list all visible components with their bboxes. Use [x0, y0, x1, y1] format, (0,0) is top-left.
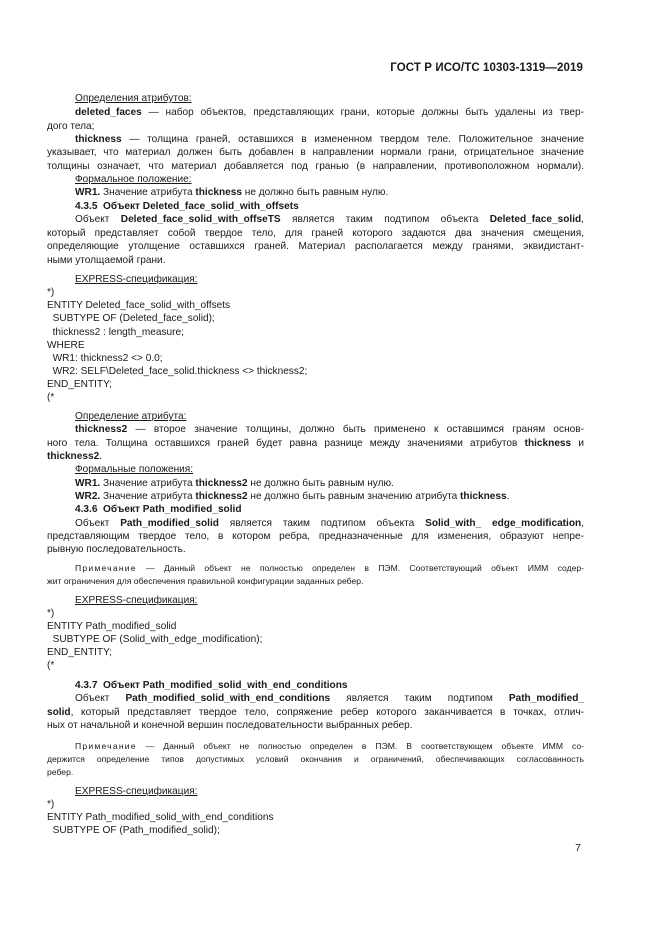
text-run: Значение атрибута [100, 187, 196, 198]
text-run: Значение атрибута [100, 478, 196, 489]
text-line [75, 106, 584, 119]
text-run: (* [47, 392, 55, 403]
code-line [47, 326, 184, 339]
text-run: является таким подтипом объекта [280, 214, 490, 225]
note-label: Примечание [75, 741, 137, 751]
text-run: ными утолщаемой грани. [47, 255, 166, 266]
text-line [47, 240, 584, 253]
bold-term: thickness [75, 134, 122, 145]
text-run: , [581, 518, 584, 529]
text-run: держится определение типов допустимых условий окончания и ограничений, обеспечивающих согласованность [47, 754, 584, 764]
bold-term: Deleted_face_solid [489, 214, 582, 225]
text-run: thickness2 : length_measure; [47, 327, 184, 338]
text-run: SUBTYPE OF (Path_modified_solid); [47, 825, 220, 836]
text-run: Объект [75, 693, 126, 704]
text-run: является таким подтипом [330, 693, 509, 704]
text-run: END_ENTITY; [47, 379, 112, 390]
text-run: WR1: thickness2 <> 0.0; [47, 353, 163, 364]
section-heading-4-3-6 [75, 503, 242, 516]
code-line [47, 339, 85, 352]
bold-term: 4.3.6 Объект Path_modified_solid [75, 504, 242, 515]
text-line [75, 213, 584, 226]
page-number: 7 [575, 842, 581, 854]
text-line [47, 254, 166, 267]
text-line [47, 719, 413, 732]
note-line [75, 740, 584, 753]
text-line [47, 530, 584, 543]
text-run: *) [47, 608, 55, 619]
text-run: представляющим твердое тело, в котором ребра, предназначенные для изменения, образуют непре- [47, 531, 584, 542]
code-line [47, 312, 215, 325]
code-line [47, 391, 54, 404]
text-run: не должно быть равным значению атрибута [247, 491, 461, 502]
bold-term: thickness [195, 187, 242, 198]
code-line [47, 633, 262, 646]
text-run: толщины означает, что материал добавляется под гранью (в направлении, противоположном нормали). [47, 161, 584, 172]
text-run: . [99, 451, 102, 462]
attribute-heading [75, 410, 186, 423]
text-run: является таким подтипом объекта [218, 518, 426, 529]
code-line [47, 352, 163, 365]
bold-term: WR2. [75, 491, 101, 502]
text-run: ENTITY Deleted_face_solid_with_offsets [47, 300, 231, 311]
rule-line [75, 186, 388, 199]
bold-term: thickness2 [195, 491, 248, 502]
text-run: — набор объектов, представляющих грани, которые должны быть удалены из твер- [141, 107, 584, 118]
code-line [47, 286, 54, 299]
text-run: EXPRESS-спецификация: [75, 274, 198, 285]
text-line [75, 517, 584, 530]
code-line [47, 811, 274, 824]
bold-term: WR1. [75, 478, 101, 489]
code-line [47, 620, 176, 633]
text-run: который представляет собой твердое тело, для граней которого задаются два значения смещения, [47, 228, 584, 239]
code-line [47, 824, 220, 837]
note-line [47, 575, 363, 588]
text-line [75, 692, 584, 705]
text-line [47, 706, 584, 719]
express-heading [75, 594, 197, 607]
code-line [47, 607, 54, 620]
code-line [47, 798, 54, 811]
text-run: EXPRESS-спецификация: [75, 595, 198, 606]
bold-term: Path_modified_solid_with_end_conditions [125, 693, 331, 704]
text-run: WR2: SELF\Deleted_face_solid.thickness <> thickness2; [47, 366, 308, 377]
express-heading [75, 273, 197, 286]
text-run: жит ограничения для обеспечения правильной конфигурации заданных ребер. [47, 576, 364, 586]
text-line [47, 160, 584, 173]
text-run: (* [47, 660, 55, 671]
text-run: Формальное положение: [75, 174, 192, 185]
text-run: END_ENTITY; [47, 647, 112, 658]
rule-line [75, 477, 394, 490]
bold-term: thickness2 [195, 478, 248, 489]
text-line [75, 423, 584, 436]
text-run: *) [47, 799, 55, 810]
text-line [47, 227, 584, 240]
text-run: Объект [75, 518, 121, 529]
text-run: EXPRESS-спецификация: [75, 786, 198, 797]
text-run: — толщина граней, оставшихся в измененном твердом теле. Положительное значение [121, 134, 584, 145]
text-line [47, 450, 102, 463]
bold-term: thickness2 [47, 451, 100, 462]
text-run: не должно быть равным нулю. [241, 187, 389, 198]
text-run: указывает, что материал должен быть добавлен в направлении нормали грани, отрицательное значение [47, 147, 584, 158]
note-line [47, 753, 584, 766]
section-heading-4-3-5 [75, 200, 299, 213]
text-run: ENTITY Path_modified_solid [47, 621, 177, 632]
text-run: SUBTYPE OF (Deleted_face_solid); [47, 313, 215, 324]
text-run: SUBTYPE OF (Solid_with_edge_modification); [47, 634, 263, 645]
attributes-heading [75, 92, 192, 105]
code-line [47, 659, 54, 672]
formal-rule-heading [75, 173, 192, 186]
text-line [75, 133, 584, 146]
text-run: , который представляет твердое тело, сопряжение ребер которого заканчивается в точках, отлич- [70, 707, 584, 718]
bold-term: 4.3.5 Объект Deleted_face_solid_with_offsets [75, 201, 299, 212]
text-line [47, 146, 584, 159]
bold-term: thickness2 [75, 424, 128, 435]
bold-term: Solid_with_ edge_modification [425, 518, 582, 529]
text-line [47, 437, 584, 450]
text-run: . [506, 491, 510, 502]
document-header: ГОСТ Р ИСО/ТС 10303-1319—2019 [390, 62, 583, 74]
text-run: определяющие утолщение оставшихся граней. Материал располагается между гранями, эквидистант- [47, 241, 584, 252]
bold-term: Path_modified_ [508, 693, 584, 704]
express-heading [75, 785, 197, 798]
formal-rules-heading [75, 463, 193, 476]
text-run: Определения атрибутов: [75, 93, 192, 104]
text-run: Формальные положения: [75, 464, 194, 475]
text-run: рывную последовательность. [47, 544, 186, 555]
text-line [47, 543, 186, 556]
text-run: , [581, 214, 584, 225]
bold-term: Deleted_face_solid_with_offseTS [120, 214, 281, 225]
bold-term: solid [47, 707, 71, 718]
text-run: ребер. [47, 767, 74, 777]
text-run: не должно быть равным нулю. [247, 478, 394, 489]
note-line [75, 562, 584, 575]
text-run: ных от начальной и конечной вершин последовательности выбранных ребер. [47, 720, 413, 731]
text-run: Значение атрибута [100, 491, 196, 502]
text-run: Объект [75, 214, 121, 225]
bold-term: deleted_faces [75, 107, 142, 118]
rule-line [75, 490, 509, 503]
bold-term: thickness [460, 491, 507, 502]
text-run: ного тела. Толщина оставшихся граней будет равна разнице между значениями атрибутов [47, 438, 525, 449]
text-run: WHERE [47, 340, 85, 351]
bold-term: WR1. [75, 187, 101, 198]
text-line [47, 120, 94, 133]
note-label: Примечание [75, 563, 137, 573]
bold-term: thickness [524, 438, 572, 449]
text-run: дого тела; [47, 121, 95, 132]
text-run: ENTITY Path_modified_solid_with_end_conditions [47, 812, 274, 823]
text-run: Определение атрибута: [75, 411, 187, 422]
section-heading-4-3-7 [75, 679, 348, 692]
text-run: и [571, 438, 585, 449]
code-line [47, 365, 307, 378]
text-run: — Данный объект не полностью определен в ПЭМ. В соответствующем объекте ИММ со- [136, 741, 584, 751]
code-line [47, 378, 112, 391]
bold-term: Path_modified_solid [120, 518, 219, 529]
text-run: — Данный объект не полностью определен в ПЭМ. Соответствующий объект ИММ содер- [136, 563, 584, 573]
note-line [47, 766, 73, 779]
bold-term: 4.3.7 Объект Path_modified_solid_with_end_conditions [75, 680, 348, 691]
text-run: — второе значение толщины, должно быть применено к оставшимся граням основ- [127, 424, 584, 435]
code-line [47, 299, 230, 312]
text-run: *) [47, 287, 55, 298]
code-line [47, 646, 112, 659]
